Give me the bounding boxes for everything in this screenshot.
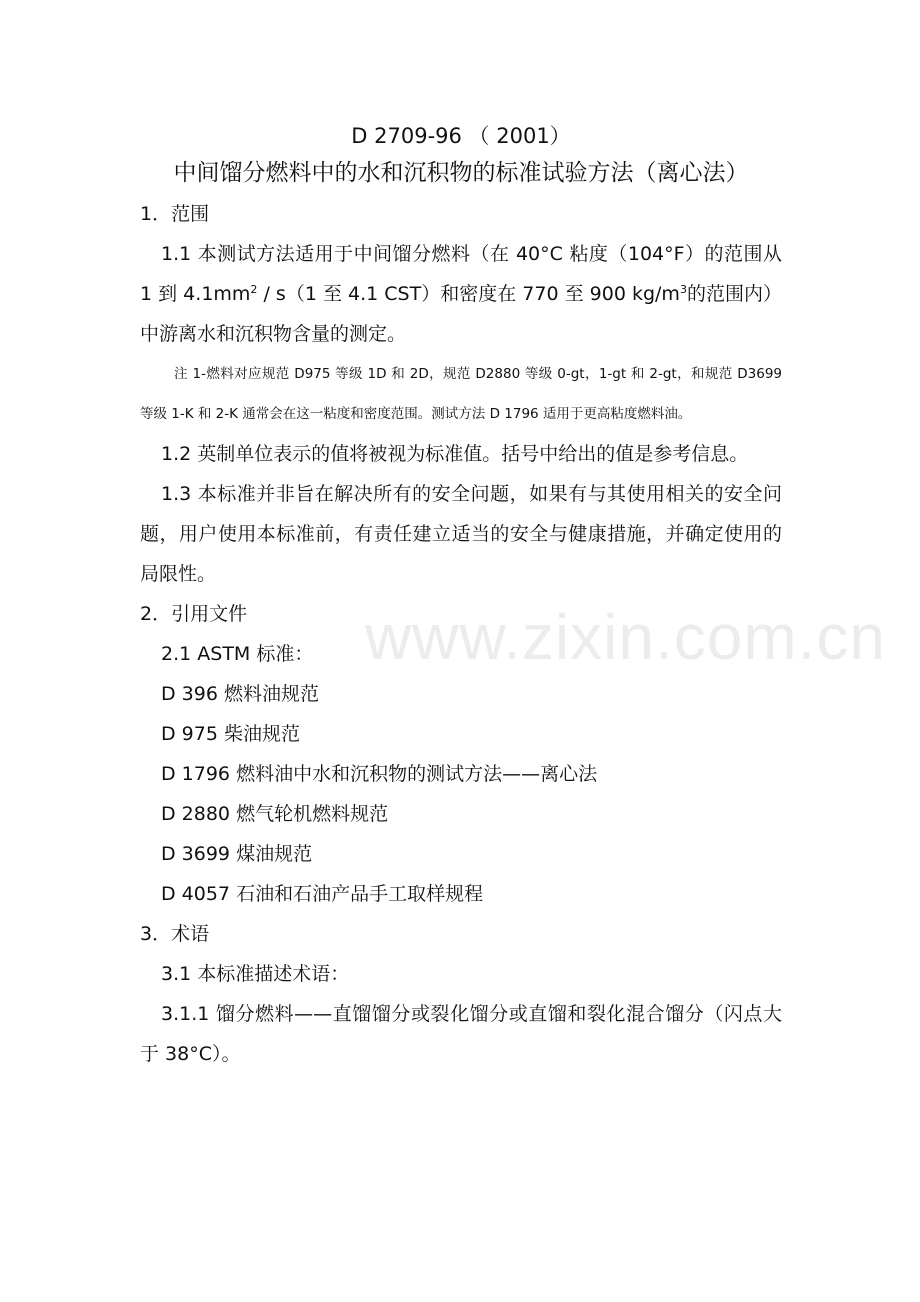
superscript-3: 3: [679, 283, 687, 296]
reference-item: D 975 柴油规范: [161, 723, 300, 745]
reference-item: D 2880 燃气轮机燃料规范: [161, 803, 389, 825]
note-1: 注 1-燃料对应规范 D975 等级 1D 和 2D，规范 D2880 等级 0-gt，1-gt 和 2-gt，和规范 D3699 等级 1-K 和 2-K 通常会在这一粘度和密度范围。测试方法 D 1796 适用于更高粘度燃料油。: [140, 366, 782, 422]
reference-item: D 4057 石油和石油产品手工取样规程: [161, 883, 484, 905]
reference-item: D 3699 煤油规范: [161, 843, 313, 865]
watermark: www.zixin.com.cn: [365, 601, 886, 673]
document-content: [140, 118, 782, 1074]
superscript-2: 2: [250, 283, 258, 296]
section-3-heading: 3．术语: [140, 923, 210, 945]
section-2-heading: 2．引用文件: [140, 603, 248, 625]
paragraph-1-2: 1.2 英制单位表示的值将被视为标准值。括号中给出的值是参考信息。: [161, 443, 749, 465]
paragraph-1-1-part-a: 1.1 本测试方法适用于中间馏分燃料（在 40°C 粘度（104°F）的范围从 1 到 4.1mm: [140, 243, 782, 305]
definition-3-1-1: 3.1.1 馏分燃料——直馏馏分或裂化馏分或直馏和裂化混合馏分（闪点大于 38°C）。: [140, 1003, 782, 1065]
paragraph-1-1-part-c: 的范围内）中游离水和沉积物含量的测定。: [140, 283, 782, 345]
section-3-1-intro: 3.1 本标准描述术语：: [161, 963, 350, 985]
document-title: 中间馏分燃料中的水和沉积物的标准试验方法（离心法）: [173, 160, 749, 186]
section-1-heading: 1．范围: [140, 203, 210, 225]
paragraph-1-1: [140, 234, 782, 354]
section-2-1-intro: 2.1 ASTM 标准：: [161, 643, 314, 665]
paragraph-1-1-part-b: / s（1 至 4.1 CST）和密度在 770 至 900 kg/m: [257, 283, 680, 305]
document-code: D 2709-96 （ 2001）: [351, 124, 571, 148]
reference-item: D 396 燃料油规范: [161, 683, 319, 705]
paragraph-1-3: 1.3 本标准并非旨在解决所有的安全问题，如果有与其使用相关的安全问题，用户使用本标准前，有责任建立适当的安全与健康措施，并确定使用的局限性。: [140, 483, 782, 585]
reference-item: D 1796 燃料油中水和沉积物的测试方法——离心法: [161, 763, 598, 785]
